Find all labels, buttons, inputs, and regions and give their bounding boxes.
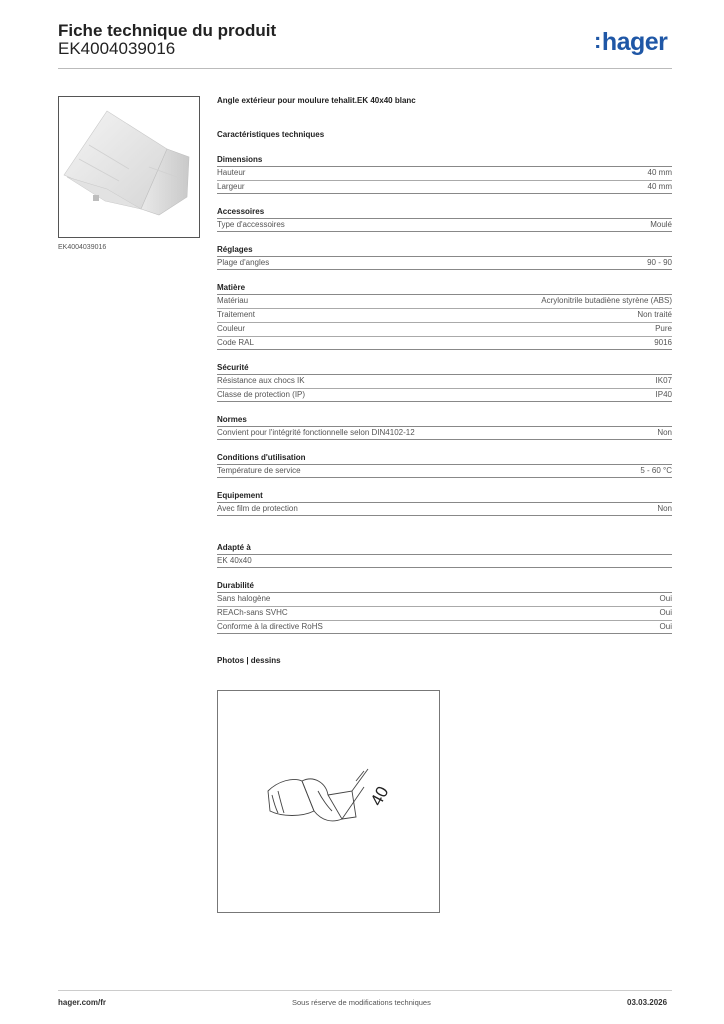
row-value: Non bbox=[657, 428, 672, 437]
footer-website: hager.com/fr bbox=[58, 998, 107, 1007]
row-label: Sans halogène bbox=[217, 594, 271, 603]
row-label: Conforme à la directive RoHS bbox=[217, 622, 323, 631]
section-title: Accessoires bbox=[217, 207, 265, 216]
row-label: EK 40x40 bbox=[217, 556, 252, 565]
row-value: 40 mm bbox=[647, 182, 672, 191]
section-3 bbox=[217, 282, 672, 350]
table-row bbox=[217, 322, 672, 336]
table-row bbox=[217, 294, 672, 308]
table-row bbox=[217, 606, 672, 620]
document-title: Fiche technique du produit bbox=[58, 21, 277, 40]
header-divider bbox=[58, 68, 672, 69]
row-label: Avec film de protection bbox=[217, 504, 298, 513]
row-label: Hauteur bbox=[217, 168, 246, 177]
section-title: Réglages bbox=[217, 245, 253, 254]
row-value: 90 - 90 bbox=[647, 258, 672, 267]
row-value: Pure bbox=[655, 324, 672, 333]
table-row bbox=[217, 554, 672, 568]
footer-divider bbox=[58, 990, 672, 991]
row-value: Oui bbox=[659, 622, 672, 631]
table-row bbox=[217, 464, 672, 478]
row-label: Largeur bbox=[217, 182, 245, 191]
row-value: 9016 bbox=[654, 338, 672, 347]
row-value: Moulé bbox=[650, 220, 672, 229]
section-6 bbox=[217, 452, 672, 478]
row-label: Code RAL bbox=[217, 338, 254, 347]
technical-drawing-image bbox=[218, 691, 439, 912]
product-title: Angle extérieur pour moulure tehalit.EK 40x40 blanc bbox=[217, 96, 416, 105]
section-durability bbox=[217, 580, 672, 634]
product-code: EK4004039016 bbox=[58, 39, 176, 58]
section-title: Durabilité bbox=[217, 581, 254, 590]
section-adapted bbox=[217, 542, 672, 568]
row-label: Plage d'angles bbox=[217, 258, 270, 267]
section-title: Matière bbox=[217, 283, 246, 292]
characteristics-title: Caractéristiques techniques bbox=[217, 130, 325, 139]
row-label: Résistance aux chocs IK bbox=[217, 376, 305, 385]
row-value: 40 mm bbox=[647, 168, 672, 177]
row-value: Oui bbox=[659, 608, 672, 617]
product-details bbox=[217, 96, 672, 665]
row-label: Type d'accessoires bbox=[217, 220, 285, 229]
table-row bbox=[217, 374, 672, 388]
drawing-dimension-label: 40 bbox=[366, 783, 393, 809]
row-value: IK07 bbox=[655, 376, 672, 385]
row-value: 5 - 60 °C bbox=[640, 466, 672, 475]
section-2 bbox=[217, 244, 672, 270]
row-value: Oui bbox=[659, 594, 672, 603]
hager-logo: :hager bbox=[594, 28, 668, 56]
section-title: Sécurité bbox=[217, 363, 249, 372]
section-4 bbox=[217, 362, 672, 402]
table-row bbox=[217, 180, 672, 194]
row-value: Non traité bbox=[637, 310, 672, 319]
section-title: Adapté à bbox=[217, 543, 251, 552]
row-value: IP40 bbox=[655, 390, 672, 399]
product-photo-image bbox=[59, 97, 199, 237]
table-row bbox=[217, 620, 672, 634]
row-label: Matériau bbox=[217, 296, 249, 305]
row-value: Acrylonitrile butadiène styrène (ABS) bbox=[541, 296, 672, 305]
table-row bbox=[217, 388, 672, 402]
row-label: REACh-sans SVHC bbox=[217, 608, 288, 617]
table-row bbox=[217, 218, 672, 232]
row-value: Non bbox=[657, 504, 672, 513]
row-label: Traitement bbox=[217, 310, 255, 319]
footer-date: 03.03.2026 bbox=[627, 998, 668, 1007]
table-row bbox=[217, 502, 672, 516]
table-row bbox=[217, 166, 672, 180]
photo-caption: EK4004039016 bbox=[58, 244, 107, 251]
table-row bbox=[217, 426, 672, 440]
table-row bbox=[217, 256, 672, 270]
characteristics-sections bbox=[217, 154, 672, 516]
table-row bbox=[217, 336, 672, 350]
section-7 bbox=[217, 490, 672, 516]
section-title: Normes bbox=[217, 415, 247, 424]
section-0 bbox=[217, 154, 672, 194]
footer-notice: Sous réserve de modifications techniques bbox=[292, 998, 431, 1007]
row-label: Classe de protection (IP) bbox=[217, 390, 306, 399]
product-photo bbox=[58, 96, 200, 238]
photos-title: Photos | dessins bbox=[217, 656, 281, 665]
table-row bbox=[217, 308, 672, 322]
technical-drawing bbox=[217, 690, 440, 913]
table-row bbox=[217, 592, 672, 606]
row-label: Convient pour l'intégrité fonctionnelle selon DIN4102-12 bbox=[217, 428, 415, 437]
row-label: Température de service bbox=[217, 466, 301, 475]
row-label: Couleur bbox=[217, 324, 246, 333]
section-5 bbox=[217, 414, 672, 440]
section-1 bbox=[217, 206, 672, 232]
section-title: Dimensions bbox=[217, 155, 263, 164]
section-title: Equipement bbox=[217, 491, 263, 500]
section-title: Conditions d'utilisation bbox=[217, 453, 306, 462]
